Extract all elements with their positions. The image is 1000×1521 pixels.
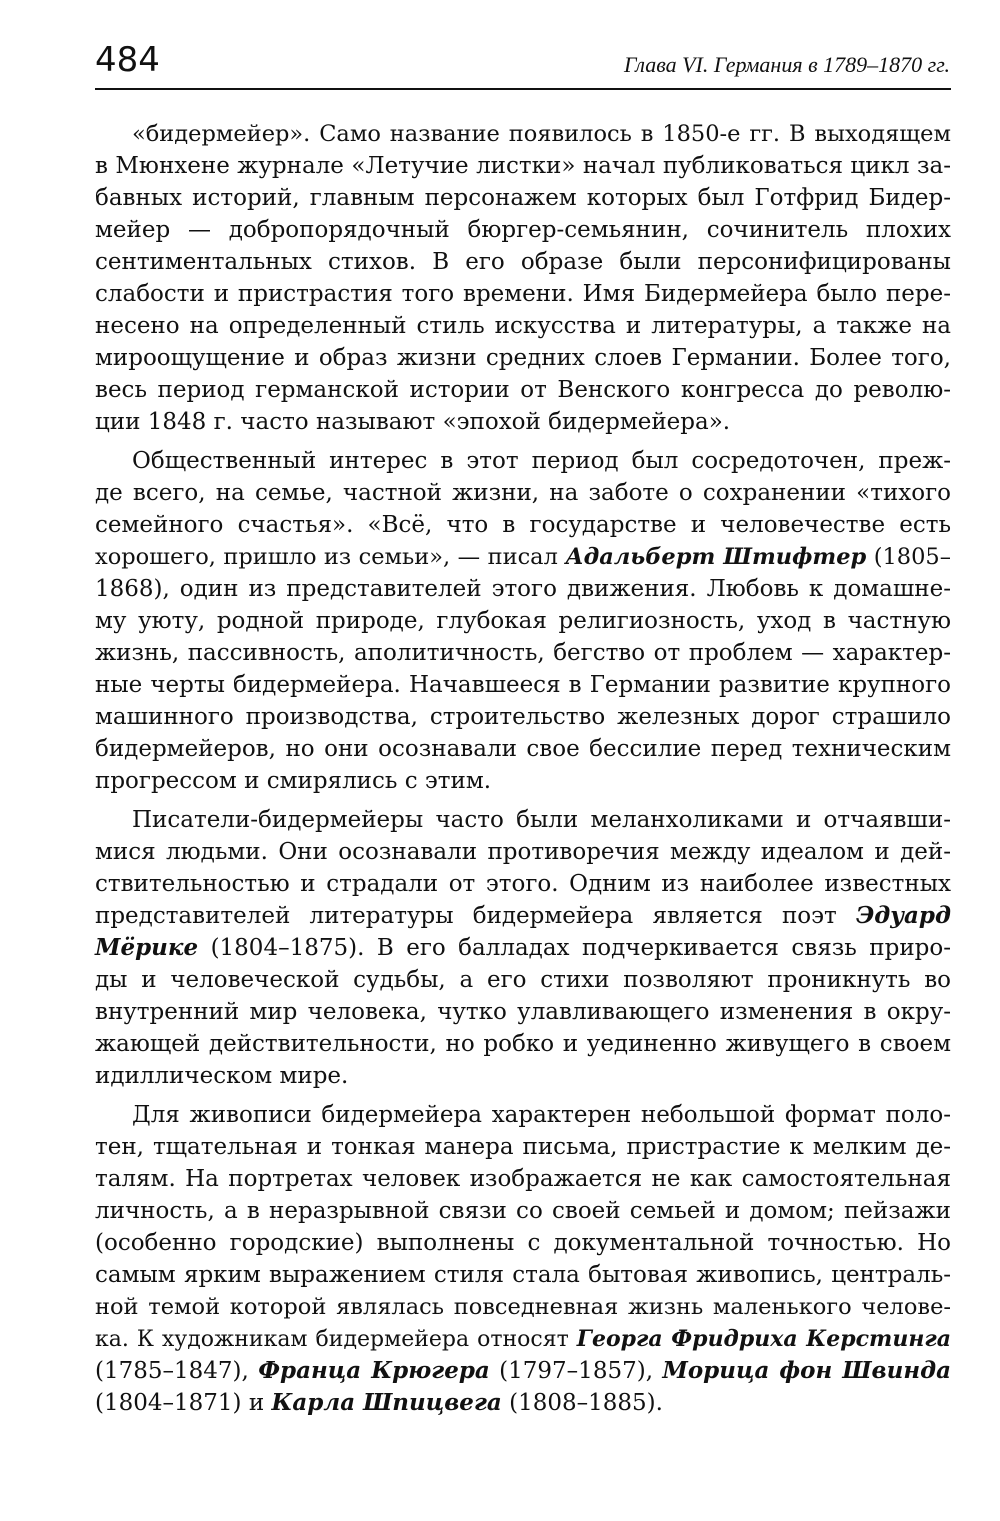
italic-name: Мёрике (95, 934, 199, 961)
text-line (95, 278, 951, 310)
text-line (95, 406, 951, 438)
text-run: ды и человеческой судьбы, а его стихи позволяют проникнуть во (95, 967, 951, 993)
text-line (95, 637, 951, 669)
text-run: мироощущение и образ жизни средних слоев Германии. Более того, (95, 345, 951, 371)
text-line (95, 1227, 951, 1259)
text-line (95, 765, 951, 797)
paragraph (95, 804, 951, 1092)
text-line (95, 445, 951, 477)
text-run: ные черты бидермейера. Начавшееся в Германии развитие крупного (95, 672, 951, 698)
text-run: 1868), один из представителей этого движения. Любовь к домашне- (95, 576, 951, 602)
italic-name: Карла Шпицвега (271, 1389, 502, 1416)
text-run: ка. К художникам бидермейера относят (95, 1327, 577, 1352)
text-run: слабости и пристрастия того времени. Имя Бидермейера было пере- (95, 281, 951, 307)
text-run: (1805– (866, 544, 951, 570)
text-run: внутренний мир человека, чутко улавливающего изменения в окру- (95, 999, 951, 1025)
text-run: де всего, на семье, частной жизни, на заботе о сохранении «тихого (95, 480, 951, 506)
text-line (95, 932, 951, 964)
text-run: несено на определенный стиль искусства и литературы, а также на (95, 313, 951, 339)
page-number: 484 (95, 40, 160, 80)
text-line (95, 246, 951, 278)
body-text (95, 118, 951, 1426)
text-run: ции 1848 г. часто называют «эпохой бидермейера». (95, 409, 731, 435)
text-run: (1797–1857), (489, 1358, 663, 1384)
text-run: весь период германской истории от Венского конгресса до револю- (95, 377, 951, 403)
text-line (95, 214, 951, 246)
text-run: Для живописи бидермейера характерен небольшой формат поло- (132, 1102, 951, 1128)
text-line (95, 669, 951, 701)
text-line (95, 1355, 951, 1387)
italic-name: Георга Фридриха Керстинга (576, 1326, 951, 1352)
text-line (95, 1163, 951, 1195)
italic-name: Эдуард (855, 902, 951, 929)
text-run: (1808–1885). (501, 1390, 663, 1416)
text-line (95, 868, 951, 900)
text-run: прогрессом и смирялись с этим. (95, 768, 492, 794)
text-run: в Мюнхене журнале «Летучие листки» начал публиковаться цикл за- (95, 153, 951, 179)
paragraph (95, 1099, 951, 1419)
page-header (95, 36, 950, 86)
text-run: сентиментальных стихов. В его образе были персонифицированы (95, 249, 951, 275)
text-line (95, 1060, 951, 1092)
text-run: самым ярким выражением стиля стала бытовая живопись, централь- (95, 1262, 951, 1288)
text-line (95, 964, 951, 996)
text-line (95, 1387, 951, 1419)
text-line (95, 118, 951, 150)
text-line (95, 900, 951, 932)
text-line (95, 1291, 951, 1323)
text-run: бидермейеров, но они осознавали свое бессилие перед техническим (95, 736, 951, 762)
text-run: идиллическом мире. (95, 1063, 349, 1089)
text-run: представителей литературы бидермейера является поэт (95, 903, 856, 929)
text-line (95, 573, 951, 605)
text-line (95, 1323, 951, 1355)
text-run: (1804–1871) и (95, 1390, 272, 1416)
text-run: Общественный интерес в этот период был сосредоточен, преж- (132, 448, 951, 474)
text-run: личность, а в неразрывной связи со своей семьей и домом; пейзажи (95, 1198, 951, 1224)
text-line (95, 310, 951, 342)
text-run: машинного производства, строительство железных дорог страшило (95, 704, 951, 730)
text-run: жизнь, пассивность, аполитичность, бегство от проблем — характер- (95, 640, 951, 666)
text-run: семейного счастья». «Всё, что в государстве и человечестве есть (95, 512, 951, 538)
text-run: Писатели-бидермейеры часто были меланхоликами и отчаявши- (132, 807, 951, 833)
text-run: бавных историй, главным персонажем которых был Готфрид Бидер- (95, 185, 951, 211)
text-line (95, 836, 951, 868)
text-line (95, 477, 951, 509)
text-line (95, 374, 951, 406)
text-line (95, 342, 951, 374)
text-run: «бидермейер». Само название появилось в 1850-е гг. В выходящем (132, 121, 951, 147)
text-run: (особенно городские) выполнены с документальной точностью. Но (95, 1230, 951, 1256)
paragraph (95, 118, 951, 438)
text-line (95, 182, 951, 214)
text-run: мися людьми. Они осознавали противоречия между идеалом и дей- (95, 839, 951, 865)
text-line (95, 541, 951, 573)
italic-name: Морица фон Швинда (662, 1357, 951, 1384)
text-run: талям. На портретах человек изображается не как самостоятельная (95, 1166, 951, 1192)
text-line (95, 701, 951, 733)
text-line (95, 1028, 951, 1060)
paragraph (95, 445, 951, 797)
text-run: жающей действительности, но робко и уединенно живущего в своем (95, 1031, 951, 1057)
text-run: (1804–1875). В его балладах подчеркивается связь приро- (198, 935, 951, 961)
italic-name: Франца Крюгера (258, 1357, 490, 1384)
text-line (95, 733, 951, 765)
running-head: Глава VI. Германия в 1789–1870 гг. (623, 52, 950, 77)
text-run: ствительностью и страдали от этого. Одним из наиболее известных (95, 871, 951, 897)
text-line (95, 996, 951, 1028)
text-line (95, 509, 951, 541)
text-run: мейер — добропорядочный бюргер-семьянин, сочинитель плохих (95, 217, 951, 243)
text-run: (1785–1847), (95, 1358, 259, 1384)
text-run: хорошего, пришло из семьи», — писал (95, 544, 566, 570)
text-run: му уюту, родной природе, глубокая религиозность, уход в частную (95, 608, 951, 634)
text-run: ной темой которой являлась повседневная жизнь маленького челове- (95, 1294, 951, 1320)
text-line (95, 605, 951, 637)
text-line (95, 1131, 951, 1163)
text-line (95, 1259, 951, 1291)
header-rule (95, 88, 951, 90)
text-run: тен, тщательная и тонкая манера письма, пристрастие к мелким де- (95, 1134, 951, 1160)
text-line (95, 804, 951, 836)
italic-name: Адальберт Штифтер (565, 544, 867, 570)
text-line (95, 1099, 951, 1131)
text-line (95, 1195, 951, 1227)
text-line (95, 150, 951, 182)
